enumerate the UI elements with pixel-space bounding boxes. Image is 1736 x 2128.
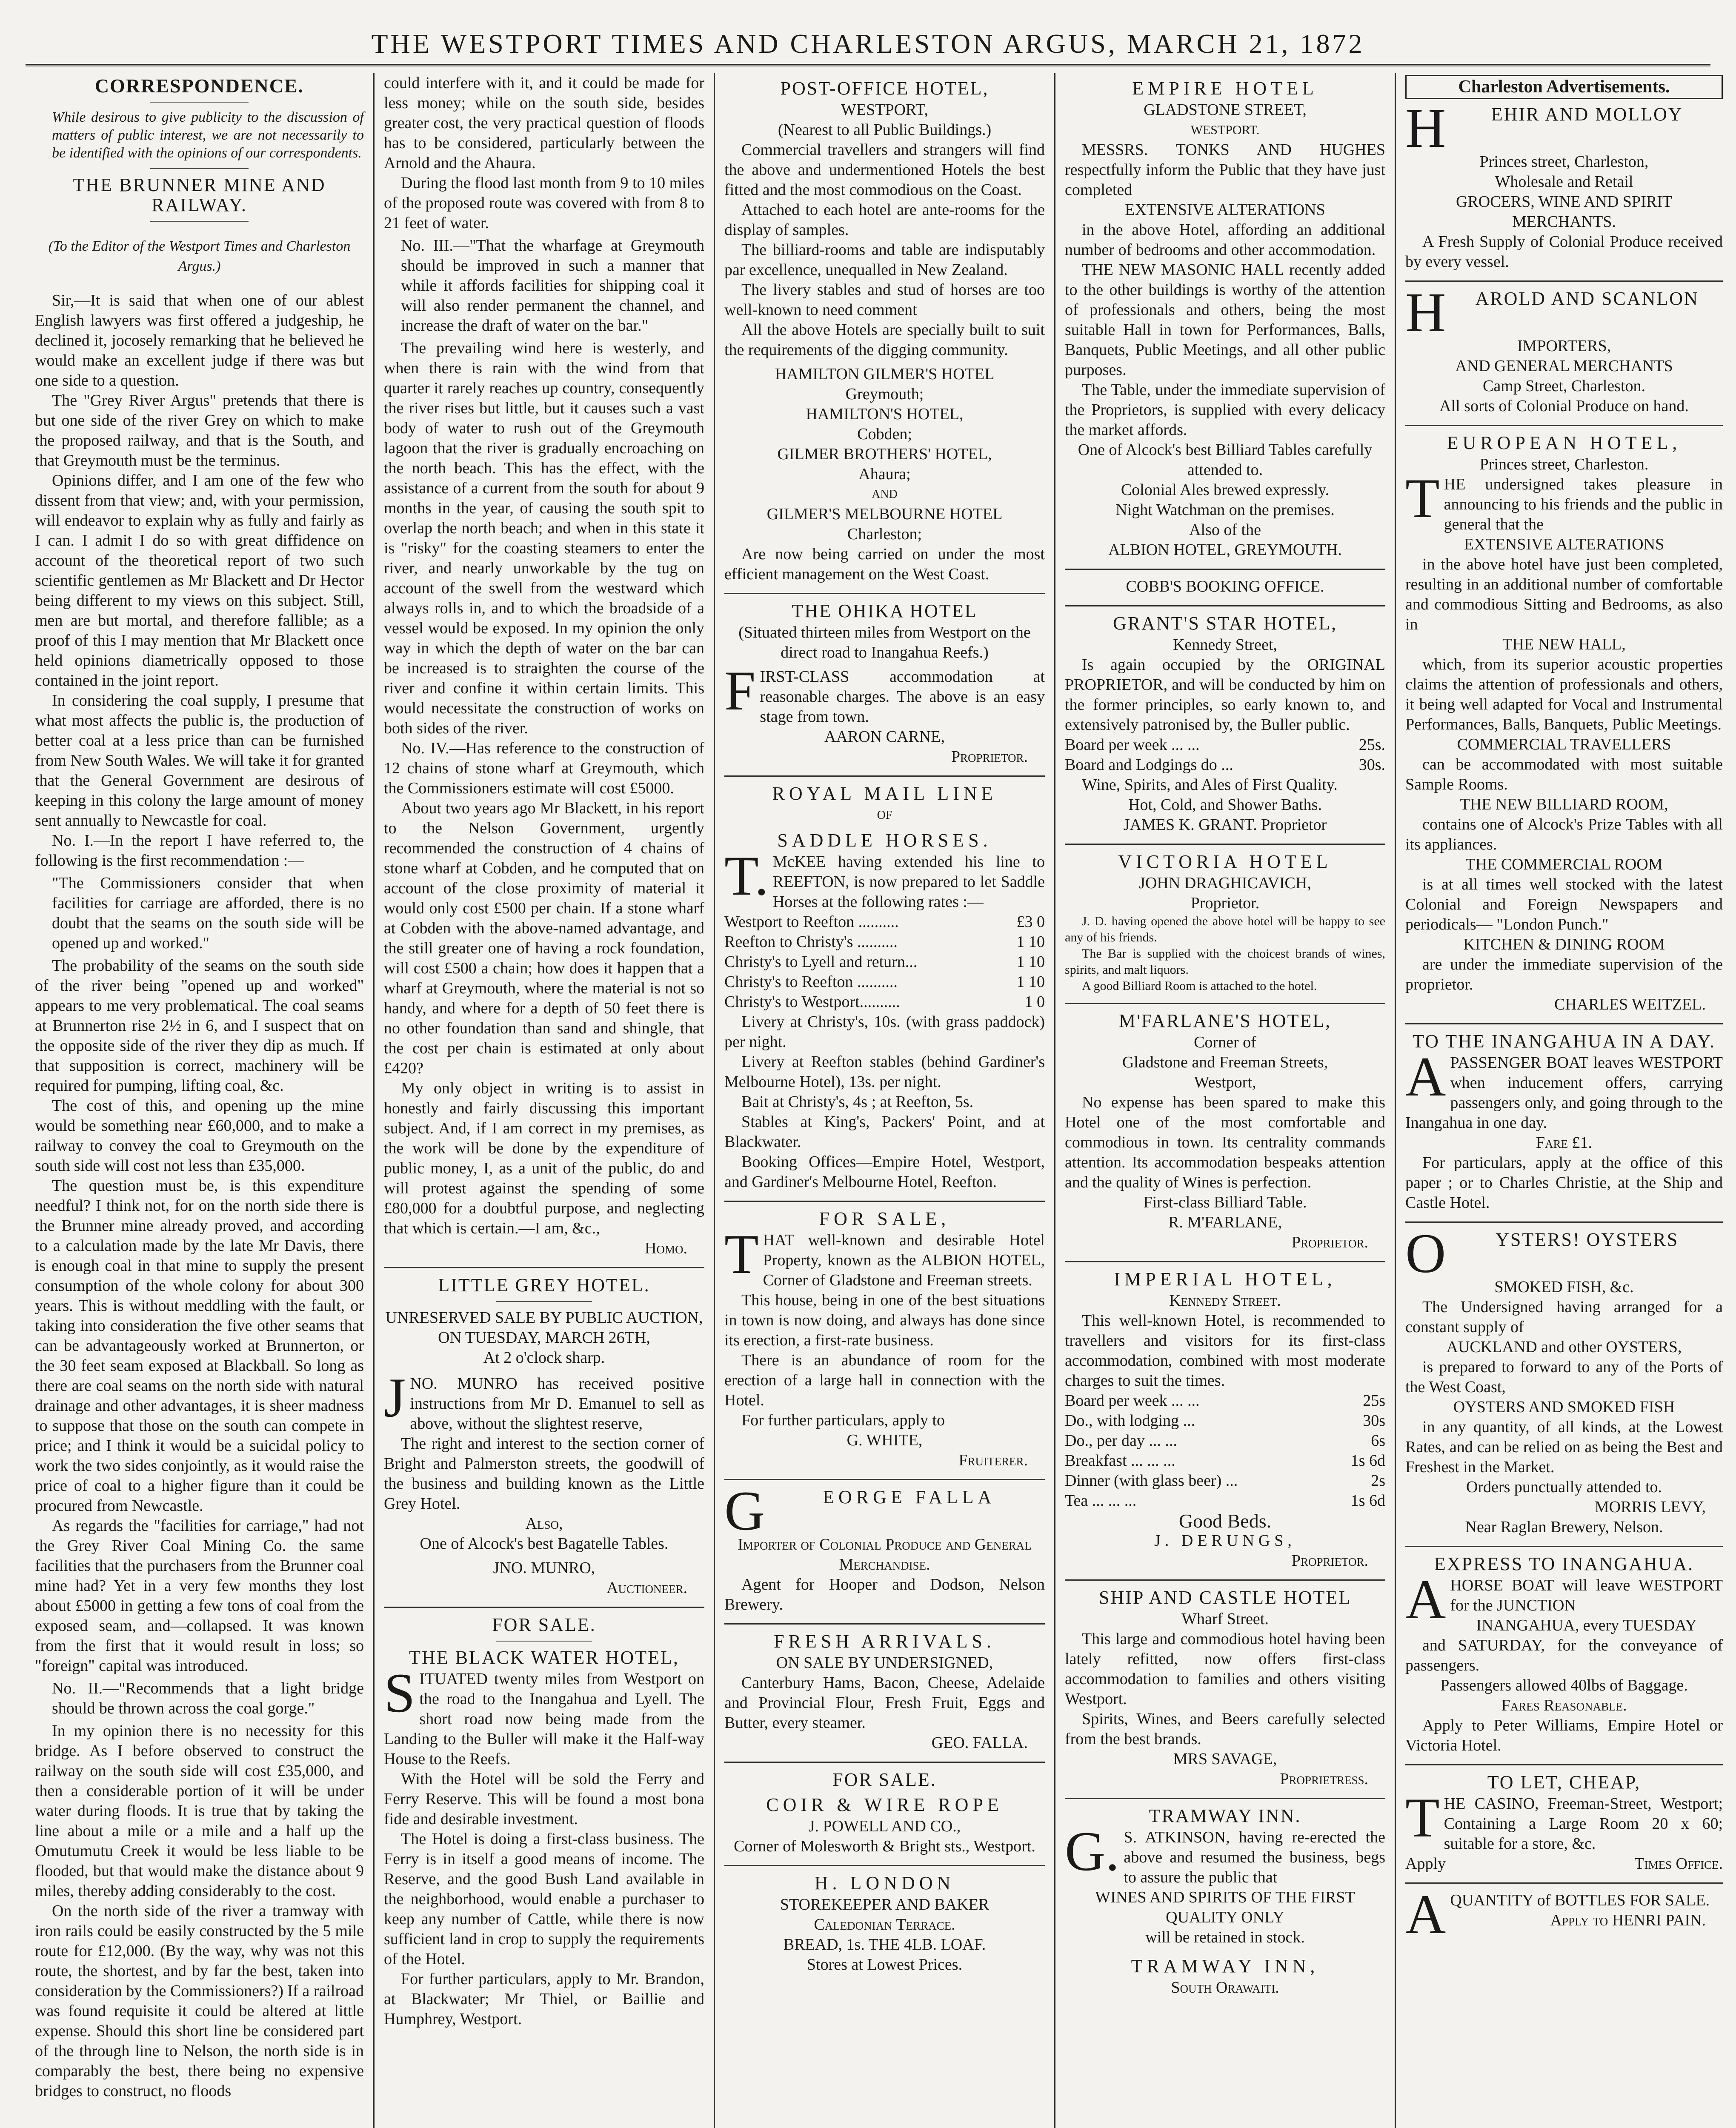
column-5: [1396, 73, 1732, 2128]
ad-body: A good Billiard Room is attached to the hotel.: [1082, 979, 1317, 993]
hotel-name: HAMILTON GILMER'S HOTEL: [775, 365, 995, 383]
rate-price: 1 0: [1024, 993, 1045, 1011]
rate-row: [1065, 1411, 1385, 1431]
ad-line: THE NEW BILLIARD ROOM,: [1460, 795, 1668, 813]
divider: [1405, 280, 1723, 282]
ad-line: GLADSTONE STREET,: [1144, 101, 1307, 119]
divider: [724, 1865, 1045, 1866]
rate-price: 1 10: [1016, 933, 1045, 951]
ad-body: Apply to Peter Williams, Empire Hotel or Victoria Hotel.: [1405, 1716, 1723, 1754]
ad-title: IMPERIAL HOTEL,: [1114, 1269, 1336, 1290]
rate-price: 25s: [1363, 1392, 1385, 1410]
ad-line: will be retained in stock.: [1145, 1928, 1305, 1946]
divider: [1405, 1221, 1723, 1223]
ad-signature-title: Proprietress.: [1280, 1770, 1368, 1788]
ad-line: Princes street, Charleston,: [1479, 153, 1649, 171]
divider: [724, 1201, 1045, 1202]
ad-title: EXPRESS TO INANGAHUA.: [1434, 1553, 1694, 1574]
ad-apply-line: [1405, 1854, 1723, 1874]
ad-body: THE NEW MASONIC HALL recently added to the other buildings is worthy of the attention of professionals and others, being the most suitable Hall in town for Performances, Balls, Banquets, Public Meetings, and all other public purposes.: [1065, 261, 1385, 379]
ad-body: With the Hotel will be sold the Ferry and Ferry Reserve. This will be found a most bona fide and desirable investment.: [384, 1770, 704, 1828]
ad-title: POST-OFFICE HOTEL,: [780, 78, 989, 99]
ad-body: in the above Hotel, affording an additional number of bedrooms and other accommodation.: [1065, 221, 1385, 259]
ad-line: UNRESERVED SALE BY PUBLIC AUCTION,: [385, 1309, 703, 1327]
ad-body: The livery stables and stud of horses are too well-known to need comment: [724, 281, 1045, 319]
divider: [150, 168, 249, 169]
divider: [1065, 844, 1385, 845]
rate-row: [724, 972, 1045, 992]
rate-label: Breakfast ... ... ...: [1065, 1452, 1175, 1470]
ad-signature-title: Near Raglan Brewery, Nelson.: [1465, 1518, 1663, 1536]
ad-line: Kennedy Street.: [1169, 1292, 1281, 1310]
ad-line: COBB'S BOOKING OFFICE.: [1126, 578, 1324, 595]
ad-title: LITTLE GREY HOTEL.: [438, 1275, 650, 1296]
ad-title: SADDLE HORSES.: [777, 830, 992, 851]
ad-body: The billiard-rooms and table are indisputably par excellence, unequalled in New Zealand.: [724, 241, 1045, 279]
article-signature: Homo.: [645, 1239, 687, 1257]
ad-title: TO THE INANGAHUA IN A DAY.: [1413, 1031, 1716, 1052]
ad-line: Camp Street, Charleston.: [1482, 377, 1646, 395]
column-3: [715, 73, 1055, 2128]
rates-table: [1065, 1391, 1385, 1511]
rate-price: 6s: [1371, 1432, 1385, 1450]
ad-line: OYSTERS AND SMOKED FISH: [1453, 1398, 1675, 1416]
article-paragraph: In considering the coal supply, I presume that what most affects the public is, the production of better coal at a less price than can be furnished from New South Wales. We will take it for granted that the General Government are desirous of keeping in this colony the large amount of money sent annually to Newcastle for coal.: [35, 692, 364, 829]
ad-title: ROYAL MAIL LINE: [772, 783, 997, 804]
ad-signature: MORRIS LEVY,: [1594, 1498, 1706, 1516]
ad-body: is at all times well stocked with the latest Colonial and Foreign Newspapers and periodicals— "London Punch.": [1405, 875, 1723, 933]
ad-body: This large and commodious hotel having been lately refitted, now offers first-class accommodation to families and others visiting Westport.: [1065, 1630, 1385, 1708]
ad-title: VICTORIA HOTEL: [1118, 851, 1332, 872]
ad-line: Importer of Colonial Produce and General Merchandise.: [738, 1536, 1032, 1573]
rate-label: Reefton to Christy's ..........: [724, 933, 898, 951]
article-paragraph: My only object in writing is to assist in honestly and fairly discussing this important subject. And, if I am correct in my premises, as the work will be done by the expenditure of public money, I, as a unit of the public, do and will protest against the spending of some £80,000 for a doubtful purpose, and neglecting that which is certain.—I am, &c.,: [384, 1079, 704, 1237]
article-paragraph: During the flood last month from 9 to 10 miles of the proposed route was covered with from 8 to 21 feet of water.: [384, 174, 704, 232]
ad-body: J. D. having opened the above hotel will be happy to see any of his friends.: [1065, 914, 1385, 944]
section-heading: Charleston Advertisements.: [1405, 75, 1723, 99]
article-paragraph: As regards the "facilities for carriage," had not the Grey River Coal Mining Co. the same facilities that the purchasers from the Brunner coal mine had? Yet in a very few months they lost about £5000 in getting a few tons of coal from the exposed seam, and—collapsed. It was known from the first that it would result in loss; so "foreign" capital was introduced.: [35, 1517, 364, 1675]
ad-line: ON SALE BY UNDERSIGNED,: [776, 1654, 993, 1672]
divider: [1065, 569, 1385, 570]
masthead-title: THE WESTPORT TIMES AND CHARLESTON ARGUS, MARCH 21, 1872: [371, 29, 1365, 59]
ad-body: The Table, under the immediate supervision of the Proprietors, is supplied with every delicacy the market affords.: [1065, 381, 1385, 439]
divider: [1065, 1798, 1385, 1799]
ad-line: Orders punctually attended to.: [1466, 1478, 1662, 1496]
article-paragraph: No. IV.—Has reference to the construction of 12 chains of stone wharf at Greymouth, which the Commissioners estimate will cost £5000.: [384, 739, 704, 797]
ad-line: One of Alcock's best Billiard Tables carefully attended to.: [1078, 441, 1373, 479]
ad-line: EXTENSIVE ALTERATIONS: [1464, 535, 1665, 553]
ad-line: AND: [872, 488, 898, 501]
ad-line: Also of the: [1189, 521, 1261, 539]
rate-row: [1065, 755, 1385, 775]
divider: [1405, 1023, 1723, 1024]
ad-line: Princes street, Charleston.: [1479, 455, 1649, 473]
ad-line: EXTENSIVE ALTERATIONS: [1125, 201, 1325, 219]
ad-line: INANGAHUA, every TUESDAY: [1476, 1616, 1697, 1634]
rate-price: 1s 6d: [1350, 1452, 1385, 1470]
ad-heading: FOR SALE,: [819, 1208, 950, 1229]
ad-line: J. POWELL AND CO.,: [808, 1817, 961, 1835]
ad-title: SHIP AND CASTLE HOTEL: [1098, 1587, 1352, 1608]
ad-line: Stores at Lowest Prices.: [807, 1956, 963, 1974]
ad-signature: Apply to HENRI PAIN.: [1550, 1911, 1706, 1929]
ad-line: ALBION HOTEL, GREYMOUTH.: [1108, 541, 1342, 559]
ad-body: The right and interest to the section corner of Bright and Palmerston streets, the goodwill of the business and building known as the Little Grey Hotel.: [384, 1435, 704, 1513]
ad-body: T.McKEE having extended his line to REEFTON, is now prepared to let Saddle Horses at the following rates :—: [724, 844, 1045, 911]
ad-line: Proprietor.: [1190, 894, 1260, 912]
rate-price: 1 10: [1016, 953, 1045, 971]
rate-price: 1 10: [1016, 973, 1045, 991]
ad-heading: FOR SALE.: [832, 1769, 937, 1790]
ad-body: Livery at Christy's, 10s. (with grass paddock) per night.: [724, 1013, 1045, 1051]
rate-label: Tea ... ... ...: [1065, 1492, 1137, 1510]
ad-body: MESSRS. TONKS AND HUGHES respectfully inform the Public that they have just completed: [1065, 141, 1385, 199]
ad-line: WESTPORT.: [1190, 123, 1260, 137]
ad-body: Agent for Hooper and Dodson, Nelson Brewery.: [724, 1576, 1045, 1613]
ad-body: FIRST-CLASS accommodation at reasonable charges. The above is an easy stage from town.: [724, 659, 1045, 726]
ad-body: AHORSE BOAT will leave WESTPORT for the JUNCTION: [1405, 1568, 1723, 1630]
rate-label: Board per week ... ...: [1065, 1392, 1200, 1410]
ad-signature: AARON CARNE,: [824, 728, 945, 746]
ad-body: THE undersigned takes pleasure in announcing to his friends and the public in general that the: [1405, 467, 1723, 533]
ad-line: THE COMMERCIAL ROOM: [1465, 855, 1663, 873]
ad-signature-title: Proprietor.: [1291, 1552, 1368, 1570]
divider: [724, 1623, 1045, 1625]
section-heading: CORRESPONDENCE.: [94, 75, 304, 97]
ad-signature-title: Fruiterer.: [958, 1451, 1028, 1469]
article-paragraph: The cost of this, and opening up the mine would be something near £60,000, and to make a railway to convey the coal to Greymouth on the south side will cost not less than £35,000.: [35, 1097, 364, 1175]
ad-title: TO LET, CHEAP,: [1487, 1772, 1641, 1793]
column-2: [375, 73, 715, 2128]
ad-body: A Fresh Supply of Colonial Produce received by every vessel.: [1405, 233, 1723, 271]
ad-line: Night Watchman on the premises.: [1115, 501, 1335, 519]
ad-body: APASSENGER BOAT leaves WESTPORT when inducement offers, carrying passengers only, and going through to the Inangahua in one day.: [1405, 1045, 1723, 1132]
ad-body: The Undersigned having arranged for a constant supply of: [1405, 1298, 1723, 1336]
divider: [1405, 1882, 1723, 1884]
ad-line: BREAD, 1s. THE 4LB. LOAF.: [783, 1936, 986, 1954]
divider: [384, 1607, 704, 1608]
ad-title: GEORGE FALLA: [724, 1479, 996, 1542]
rate-price: 25s.: [1358, 736, 1385, 754]
ad-line: Also,: [525, 1515, 563, 1533]
ad-signature: MRS SAVAGE,: [1173, 1750, 1277, 1768]
hotel-name: GILMER'S MELBOURNE HOTEL: [766, 505, 1003, 523]
ad-signature-title: Proprietor.: [1291, 1233, 1368, 1251]
divider: [150, 221, 249, 222]
ad-line: (Nearest to all Public Buildings.): [778, 121, 992, 139]
ad-body: THE CASINO, Freeman-Street, Westport; Containing a Large Room 20 x 60; suitable for a store, &c.: [1405, 1786, 1723, 1853]
ad-body: This well-known Hotel, is recommended to travellers and visitors for its first-class accommodation, combined with most moderate charges to suit the times.: [1065, 1312, 1385, 1390]
ad-line: SMOKED FISH, &c.: [1494, 1278, 1634, 1296]
ad-body: The Bar is supplied with the choicest brands of wines, spirits, and malt liquors.: [1065, 947, 1385, 977]
article-paragraph: The "Grey River Argus" pretends that there is but one side of the river Grey on which to make the proposed railway, and that is the South, and that Greymouth must be the terminus.: [35, 392, 364, 469]
ad-line: Colonial Ales brewed expressly.: [1121, 481, 1330, 499]
ad-line: (Situated thirteen miles from Westport on the direct road to Inangahua Reefs.): [738, 624, 1031, 661]
ad-line: Fare £1.: [1536, 1134, 1593, 1152]
divider: [1065, 1261, 1385, 1262]
ad-line: First-class Billiard Table.: [1143, 1193, 1307, 1211]
ad-title: FRESH ARRIVALS.: [774, 1631, 995, 1652]
article-paragraph: The prevailing wind here is westerly, and when there is rain with the wind from that quarter it rarely reaches up country, consequently the river rises but little, but it causes such a vast body of water to rush out of the Greymouth lagoon that the river is gradually encroaching on the north beach. This has the effect, with the assistance of a current from the south for about 9 months in the year, of causing the south spit to overlap the north beach; and when in this state it is "risky" for the coasting steamers to enter the river, and nearly unworkable by the tug on account of the swell from the westward which always rolls in, and to which the broadside of a vessel would be exposed. In my opinion the only way in which the depth of water on the bar can be increased is to straighten the course of the river and confine it within certain limits. This would necessitate the construction of works on both sides of the river.: [384, 339, 704, 737]
divider: [150, 102, 249, 103]
column-1: [26, 73, 375, 2128]
ad-heading: FOR SALE.: [492, 1614, 596, 1635]
masthead: [26, 17, 1710, 66]
rate-label: Christy's to Lyell and return...: [724, 953, 918, 971]
ad-body: Bait at Christy's, 4s ; at Reefton, 5s.: [741, 1093, 974, 1111]
ad-line: Kennedy Street,: [1173, 636, 1277, 654]
article-paragraph: Opinions differ, and I am one of the few who dissent from that view; and, with your permission, will endeavor to explain why as fully and fairly as I can. I admit I do so with great diffidence on account of the theoretical report of two such scientific gentlemen as Mr Blackett and Dr Hector being different to my views on this subject. Still, men are but mortal, and therefore fallible; as a proof of this I may mention that Mr Blackett once held opinions diametrically opposed to those contained in the joint report.: [35, 472, 364, 689]
ad-signature: J. DERUNGS,: [1154, 1532, 1296, 1550]
ad-body: contains one of Alcock's Prize Tables with all its appliances.: [1405, 815, 1723, 853]
ad-signature-title: Auctioneer.: [606, 1579, 687, 1597]
rate-label: Dinner (with glass beer) ...: [1065, 1472, 1238, 1490]
ad-body: No expense has been spared to make this Hotel one of the most comfortable and commodious in town. Its centrality commands attention. Its accommodation bespeaks attention and the quality of Wines is perfection.: [1065, 1093, 1385, 1191]
ad-signature: CHARLES WEITZEL.: [1554, 995, 1706, 1013]
rate-row: [724, 912, 1045, 932]
divider: [724, 1479, 1045, 1480]
rate-label: Board and Lodgings do ...: [1065, 756, 1233, 774]
ad-body: AQUANTITY of BOTTLES FOR SALE.: [1405, 1883, 1710, 1945]
ad-title: COIR & WIRE ROPE: [766, 1794, 1003, 1815]
ad-body: Livery at Reefton stables (behind Gardiner's Melbourne Hotel), 13s. per night.: [724, 1053, 1045, 1091]
divider: [1065, 1003, 1385, 1004]
ad-signature: R. M'FARLANE,: [1168, 1213, 1282, 1231]
ad-body: is prepared to forward to any of the Ports of the West Coast,: [1405, 1358, 1723, 1396]
ad-body: Booking Offices—Empire Hotel, Westport, and Gardiner's Melbourne Hotel, Reefton.: [724, 1153, 1045, 1191]
ad-title: H. LONDON: [814, 1873, 955, 1893]
ad-line: KITCHEN & DINING ROOM: [1463, 935, 1665, 953]
rate-row: [1065, 735, 1385, 755]
ad-line: Good Beds.: [1178, 1510, 1272, 1532]
rate-price: 1s 6d: [1350, 1492, 1385, 1510]
ad-title: TRAMWAY INN.: [1149, 1805, 1301, 1826]
rate-label: Westport to Reefton ..........: [724, 913, 899, 931]
ad-body: SITUATED twenty miles from Westport on the road to the Inangahua and Lyell. The short road now being made from the Landing to the Buller will make it the Half-way House to the Reefs.: [384, 1662, 704, 1768]
ad-body: can be accommodated with most suitable Sample Rooms.: [1405, 755, 1723, 793]
ad-apply-label: Apply: [1405, 1855, 1446, 1873]
rate-row: [1065, 1391, 1385, 1411]
ad-signature: JAMES K. GRANT. Proprietor: [1123, 816, 1327, 834]
article-quote: No. III.—"That the wharfage at Greymouth should be improved in such a manner that while it affords facilities for shipping coal it will also render permanent the channel, and increase the draft of water on the bar.": [401, 237, 704, 335]
hotel-town: Cobden;: [857, 425, 912, 443]
article-title: THE BRUNNER MINE AND RAILWAY.: [73, 174, 326, 215]
divider: [496, 1641, 592, 1642]
ad-body: in the above hotel have just been completed, resulting in an additional number of comfortable and commodious Sitting and Bedrooms, as also in: [1405, 555, 1723, 633]
ad-line: OF: [877, 809, 892, 822]
ad-title: EMPIRE HOTEL: [1132, 78, 1318, 99]
ad-line: Hot, Cold, and Shower Baths.: [1128, 796, 1322, 814]
divider: [724, 1762, 1045, 1763]
ad-line: All sorts of Colonial Produce on hand.: [1439, 397, 1689, 415]
divider: [1405, 1764, 1723, 1765]
ad-line: AND GENERAL MERCHANTS: [1455, 357, 1673, 375]
rate-row: [1065, 1431, 1385, 1451]
ad-line: WESTPORT,: [841, 101, 928, 119]
hotel-town: Charleston;: [847, 525, 922, 543]
column-4: [1055, 73, 1396, 2128]
ad-body: Canterbury Hams, Bacon, Cheese, Adelaide and Provincial Flour, Fresh Fruit, Eggs and Butter, every steamer.: [724, 1674, 1045, 1732]
rate-label: Do., per day ... ...: [1065, 1432, 1177, 1450]
ad-body: THAT well-known and desirable Hotel Property, known as the ALBION HOTEL, Corner of Gladstone and Freeman streets.: [724, 1223, 1045, 1289]
rate-row: [1065, 1471, 1385, 1491]
ad-body: The Hotel is doing a first-class business. The Ferry is in itself a good means of income. The Reserve, and the good Bush Land available in the neighborhood, would enable a purchaser to keep any number of Cattle, while there is now sufficient land in crop to supply the requirements of the Hotel.: [384, 1830, 704, 1968]
ad-body: Are now being carried on under the most efficient management on the West Coast.: [724, 545, 1045, 583]
rate-label: Board per week ... ...: [1065, 736, 1200, 754]
ad-body: Attached to each hotel are ante-rooms for the display of samples.: [724, 201, 1045, 239]
divider: [1405, 1546, 1723, 1547]
divider: [724, 775, 1045, 777]
rate-price: 30s: [1363, 1412, 1385, 1430]
ad-body: are under the immediate supervision of the proprietor.: [1405, 955, 1723, 993]
rate-label: Christy's to Reefton ..........: [724, 973, 898, 991]
ad-signature: TRAMWAY INN,: [1131, 1956, 1319, 1976]
divider: [1065, 1579, 1385, 1581]
hotel-town: Ahaura;: [858, 465, 911, 483]
ad-body: Is again occupied by the ORIGINAL PROPRIETOR, and will be conducted by him on the former principles, so early known to, and extensively patronised by, the Buller public.: [1065, 656, 1385, 734]
ad-signature-title: Proprietor.: [951, 748, 1028, 766]
ad-line: Wholesale and Retail: [1495, 173, 1633, 191]
article-address: (To the Editor of the Westport Times and Charleston Argus.): [48, 238, 351, 274]
ad-body: G.S. ATKINSON, having re-erected the above and resumed the business, begs to assure the public that: [1065, 1820, 1385, 1886]
ad-line: At 2 o'clock sharp.: [483, 1349, 605, 1367]
ad-title: EUROPEAN HOTEL,: [1447, 432, 1682, 453]
ad-body: in any quantity, of all kinds, at the Lowest Rates, and can be relied on as being the Best and Freshest in the Market.: [1405, 1418, 1723, 1476]
rate-price: 2s: [1371, 1472, 1385, 1490]
article-quote: No. II.—"Recommends that a light bridge should be thrown across the coal gorge.": [52, 1679, 364, 1717]
ad-line: STOREKEEPER AND BAKER: [780, 1896, 990, 1913]
article-quote: "The Commissioners consider that when facilities for carriage are afforded, there is no doubt that the seams on the south side will be opened up and worked.": [52, 874, 364, 952]
rate-row: [724, 932, 1045, 952]
ad-body: Spirits, Wines, and Beers carefully selected from the best brands.: [1065, 1710, 1385, 1748]
rate-row: [1065, 1491, 1385, 1511]
ad-body: Commercial travellers and strangers will find the above and undermentioned Hotels the best fitted and the most commodious on the Coast.: [724, 141, 1045, 199]
ad-line: IMPORTERS,: [1517, 337, 1611, 355]
ad-line: Wharf Street.: [1181, 1610, 1269, 1628]
rate-label: Do., with lodging ...: [1065, 1412, 1195, 1430]
editorial-disclaimer: While desirous to give publicity to the discussion of matters of public interest, we are not necessarily to be identified with the opinions of our correspondents.: [52, 109, 364, 161]
ad-signature-title: South Orawaiti.: [1171, 1979, 1279, 1996]
divider: [724, 593, 1045, 594]
article-paragraph: Sir,—It is said that when one of our ablest English lawyers was first offered a judgeship, he declined it, jocosely remarking that he believed he would make an excellent judge if there was but one side to a question.: [35, 292, 364, 389]
ad-line: Corner of Molesworth & Bright sts., Westport.: [734, 1837, 1035, 1855]
ad-line: Westport,: [1194, 1073, 1256, 1091]
ad-title: HAROLD AND SCANLON: [1405, 281, 1699, 343]
ad-line: WINES AND SPIRITS OF THE FIRST QUALITY ONLY: [1095, 1888, 1355, 1926]
ad-title: THE OHIKA HOTEL: [792, 601, 978, 621]
ad-signature: JNO. MUNRO,: [493, 1559, 595, 1577]
rate-label: Christy's to Westport..........: [724, 993, 900, 1011]
hotel-town: Greymouth;: [845, 385, 924, 403]
ad-body: Stables at King's, Packers' Point, and at Blackwater.: [724, 1113, 1045, 1151]
hotel-name: GILMER BROTHERS' HOTEL,: [777, 445, 992, 463]
article-paragraph: The question must be, is this expenditure needful? I think not, for on the north side there is the Brunner mine already proved, and according to a calculation made by the late Mr Davis, there is enough coal in that mine to supply the present consumption of the whole colony for about 300 years. This is without meddling with the fault, or taking into consideration the five other seams that can be advantageously worked at Brunnerton, or the 30 feet seam exposed at Blackball. So long as there are coal seams on the north side with natural drainage and other advantages, it is sheer madness to suppose that those on the south can compete in price; and I think it would be a suicidal policy to work the two sides conjointly, as it would raise the price of coal to a higher figure than it could be procured from Newcastle.: [35, 1177, 364, 1515]
ad-title: OYSTERS! OYSTERS: [1405, 1222, 1679, 1284]
columns: [26, 73, 1723, 2128]
article-paragraph: On the north side of the river a tramway with iron rails could be easily constructed by the 5 mile route for £12,000. (By the way, why was not this route, the shortest, and by far the best, taken into consideration by the Commissioners?) If a railroad was found requisite it could be altered at little expense. Should this short line be considered part of the through line to Nelson, the north side is in comparably the best, there being no expensive bridges to construct, no floods: [35, 1902, 364, 2100]
rate-price: 30s.: [1358, 756, 1385, 774]
article-paragraph: In my opinion there is no necessity for this bridge. As I before observed to construct the railway on the south side will cost £35,000, and then a considerable portion of it will be under water during floods. It is true that by taking the line about a mile or a mile and a half up the Omutumutu Creek it would be less liable to be flooded, but that would make the distance about 9 miles, thereby adding considerably to the cost.: [35, 1722, 364, 1900]
ad-body: Wine, Spirits, and Ales of First Quality.: [1082, 776, 1338, 794]
divider: [496, 1301, 592, 1302]
ad-line: COMMERCIAL TRAVELLERS: [1457, 735, 1671, 753]
divider: [1065, 605, 1385, 606]
ad-title: GRANT'S STAR HOTEL,: [1113, 613, 1338, 634]
ad-title: M'FARLANE'S HOTEL,: [1118, 1010, 1332, 1031]
ad-body: JNO. MUNRO has received positive instructions from Mr D. Emanuel to sell as above, without the slightest reserve,: [384, 1366, 704, 1433]
article-paragraph: The probability of the seams on the south side of the river being "opened up and worked" appears to me very problematical. The coal seams at Brunnerton rise 2½ in 6, and I suspect that on the opposite side of the river they dip as much. If that supposition is correct, machinery will be required for pumping, lifting coal, &c.: [35, 957, 364, 1095]
ad-line: ON TUESDAY, MARCH 26TH,: [438, 1329, 650, 1347]
ad-line: Caledonian Terrace.: [814, 1916, 955, 1934]
ad-body: For particulars, apply at the office of this paper ; or to Charles Christie, at the Ship and Castle Hotel.: [1405, 1154, 1723, 1212]
rate-price: £3 0: [1016, 913, 1045, 931]
ad-line: JOHN DRAGHICAVICH,: [1139, 874, 1311, 892]
rate-row: [1065, 1451, 1385, 1471]
ad-title: HEHIR AND MOLLOY: [1405, 97, 1683, 159]
rates-table: [724, 912, 1045, 1012]
divider: [384, 1267, 704, 1268]
article-paragraph: could interfere with it, and it could be made for less money; while on the south side, besides greater cost, the very practical question of floods has to be considered, particularly between the Arnold and the Ahaura.: [384, 74, 704, 172]
ad-signature: G. WHITE,: [847, 1431, 923, 1449]
ad-body: For further particulars, apply to Mr. Brandon, at Blackwater; Mr Thiel, or Baillie and Humphrey, Westport.: [384, 1970, 704, 2028]
ad-line: Corner of: [1194, 1033, 1256, 1051]
ad-title: THE BLACK WATER HOTEL,: [409, 1647, 679, 1668]
ad-line: Fares Reasonable.: [1501, 1696, 1627, 1714]
ad-line: AUCKLAND and other OYSTERS,: [1446, 1338, 1682, 1356]
ad-line: THE NEW HALL,: [1502, 635, 1626, 653]
ad-body: This house, being in one of the best situations in town is now doing, and always has done since its erection, a first-rate business.: [724, 1291, 1045, 1349]
ad-body: All the above Hotels are specially built to suit the requirements of the digging community.: [724, 321, 1045, 359]
ad-body: which, from its superior acoustic properties claims the attention of professionals and others, it being well adapted for Vocal and Instrumental Performances, Balls, Banquets, Public Meetings.: [1405, 655, 1723, 733]
hotel-name: HAMILTON'S HOTEL,: [806, 405, 964, 423]
divider: [1405, 425, 1723, 426]
ad-line: Gladstone and Freeman Streets,: [1122, 1053, 1328, 1071]
ad-signature: GEO. FALLA.: [931, 1734, 1028, 1752]
article-paragraph: No. I.—In the report I have referred to, the following is the first recommendation :—: [35, 832, 364, 870]
ad-body: For further particulars, apply to: [741, 1411, 945, 1429]
ad-line: One of Alcock's best Bagatelle Tables.: [420, 1535, 669, 1553]
ad-line: Passengers allowed 40lbs of Baggage.: [1440, 1676, 1688, 1694]
ad-body: and SATURDAY, for the conveyance of passengers.: [1405, 1636, 1723, 1674]
article-paragraph: About two years ago Mr Blackett, in his report to the Nelson Government, urgently recommended the construction of 4 chains of stone wharf at Cobden, and he computed that on account of the close proximity of material it would only cost £500 per chain. If a stone wharf at Cobden with the above-named advantage, and the still greater one of having a rock foundation, will cost £500 a chain; how does it happen that a wharf at Greymouth, where the material is not so handy, and where for a depth of 50 feet there is no other foundation than sand and shingle, that the cost per chain is estimated at only about £420?: [384, 799, 704, 1077]
rate-row: [724, 952, 1045, 972]
ad-apply-office: Times Office.: [1634, 1855, 1723, 1873]
rate-row: [724, 992, 1045, 1012]
ad-body: There is an abundance of room for the erection of a large hall in connection with the Hotel.: [724, 1351, 1045, 1409]
ad-line: GROCERS, WINE AND SPIRIT MERCHANTS.: [1456, 193, 1673, 231]
rates-table: [1065, 735, 1385, 775]
